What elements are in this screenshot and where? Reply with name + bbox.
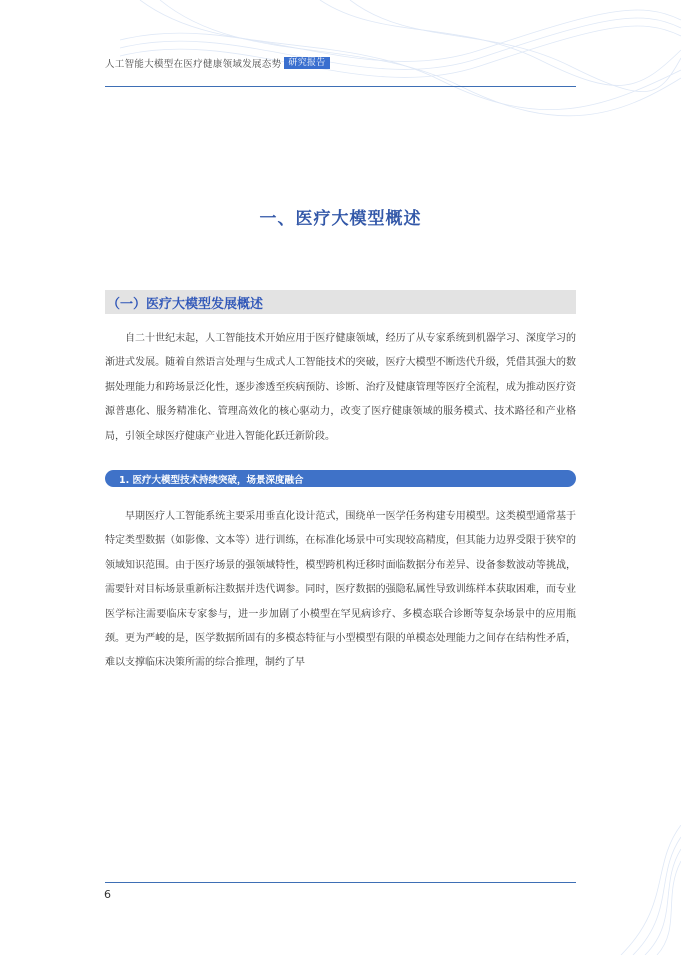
- subsection-title: 1. 医疗大模型技术持续突破，场景深度融合: [119, 474, 304, 486]
- intro-paragraph: 自二十世纪末起，人工智能技术开始应用于医疗健康领域，经历了从专家系统到机器学习、深度学习的渐进式发展。随着自然语言处理与生成式人工智能技术的突破，医疗大模型不断迭代升级，凭借其强大的数据处理能力和跨场景泛化性，逐步渗透至疾病预防、诊断、治疗及健康管理等医疗全流程，成为推动医疗资源普惠化、服务精准化、管理高效化的核心驱动力，改变了医疗健康领域的服务模式、技术路径和产业格局，引领全球医疗健康产业进入智能化跃迁新阶段。: [105, 333, 576, 442]
- chapter-title: 一、医疗大模型概述: [259, 209, 422, 229]
- section-heading-bar: [105, 290, 576, 314]
- header-badge: 研究报告: [284, 57, 329, 69]
- header-divider: [105, 86, 576, 87]
- section-title: （一）医疗大模型发展概述: [107, 296, 264, 312]
- footer-divider: [105, 882, 576, 883]
- header-title: 人工智能大模型在医疗健康领域发展态势: [105, 59, 282, 70]
- wave-decoration-bottom: [601, 825, 681, 955]
- early-ai-paragraph: 早期医疗人工智能系统主要采用垂直化设计范式，围绕单一医学任务构建专用模型。这类模型通常基于特定类型数据（如影像、文本等）进行训练，在标准化场景中可实现较高精度，但其能力边界受限于狭窄的领域知识范围。由于医疗场景的强领域特性，模型跨机构迁移时面临数据分布差异、设备参数波动等挑战，需要针对目标场景重新标注数据并迭代调参。同时，医疗数据的强隐私属性导致训练样本获取困难，而专业医学标注需要临床专家参与，进一步加剧了小模型在罕见病诊疗、多模态联合诊断等复杂场景中的应用瓶颈。更为严峻的是，医学数据所固有的多模态特征与小型模型有限的单模态处理能力之间存在结构性矛盾，难以支撑临床决策所需的综合推理，制约了早: [105, 511, 576, 669]
- subsection-heading-pill: [105, 470, 576, 487]
- running-header: [105, 56, 330, 70]
- page-number: 6: [104, 888, 111, 901]
